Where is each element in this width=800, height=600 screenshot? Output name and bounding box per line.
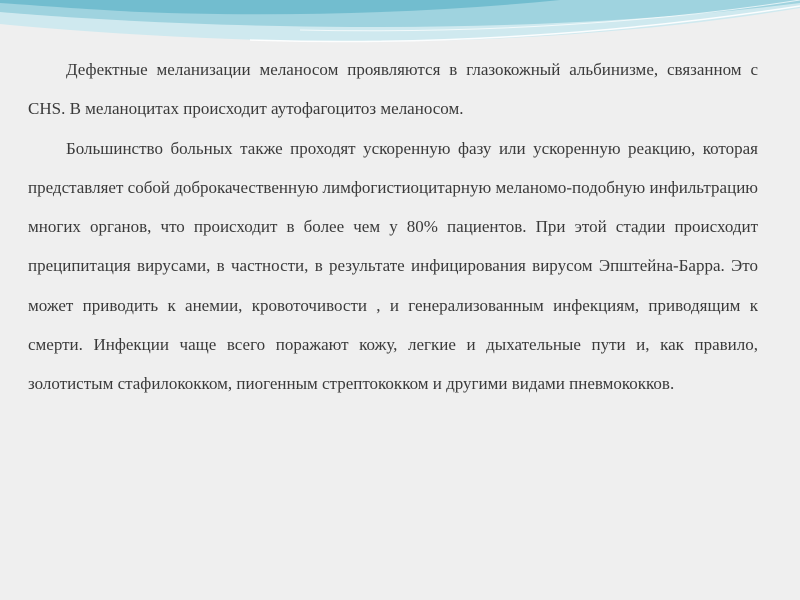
slide-body-text bbox=[28, 50, 758, 404]
paragraph-chs-melanization: Дефектные меланизации меланосом проявляются в глазокожный альбинизме, связанном с CHS. В меланоцитах происходит аутофагоцитоз меланосом. bbox=[28, 60, 758, 119]
paragraph-accelerated-phase: Большинство больных также проходят ускоренную фазу или ускоренную реакцию, которая представляет собой доброкачественную лимфогистиоцитарную меланомо-подобную инфильтрацию многих органов, что происходит в более чем у 80% пациентов. При этой стадии происходит преципитация вирусами, в частности, в результате инфицирования вирусом Эпштейна-Барра. Это может приводить к анемии, кровоточивости , и генерализованным инфекциям, приводящим к смерти. Инфекции чаще всего поражают кожу, легкие и дыхательные пути и, как правило, золотистым стафилококком, пиогенным стрептококком и другими видами пневмококков. bbox=[28, 138, 758, 394]
